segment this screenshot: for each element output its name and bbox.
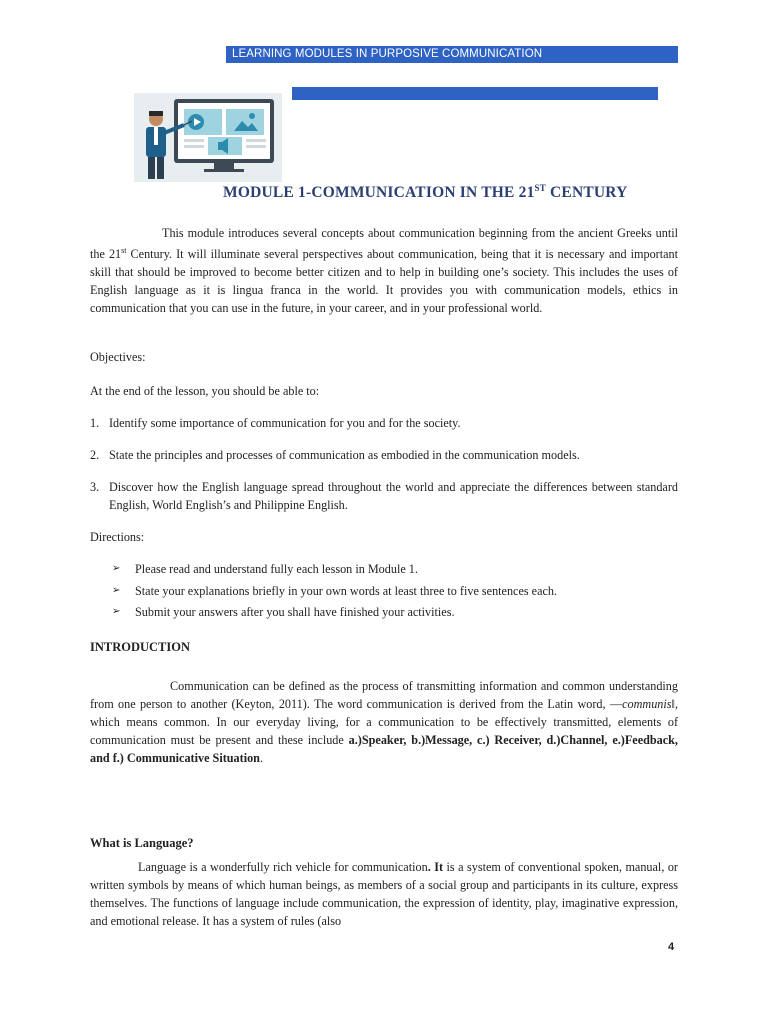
arrow-bullet-icon: ➢ bbox=[112, 563, 121, 574]
objective-item: 3. Discover how the English language spread throughout the world and appreciate the differences between standard English, World English’s and Philippine English. bbox=[90, 480, 678, 512]
arrow-bullet-icon: ➢ bbox=[112, 585, 121, 596]
presenter-illustration bbox=[134, 93, 282, 182]
intro-paragraph: This module introduces several concepts about communication beginning from the ancient Greeks until the 21st Century. It will illuminate several perspectives about communication, being that it is necessary and important skill that should be improved to become better citizen and to help in building one’s society. This includes the uses of English language as it is lingua franca in the world. It provides you with communication models, ethics in communication that you can use in the future, in your career, and in your professional world. bbox=[90, 226, 678, 316]
decorative-bar bbox=[292, 87, 658, 100]
direction-item: ➢ Submit your answers after you shall have finished your activities. bbox=[112, 605, 455, 619]
arrow-bullet-icon: ➢ bbox=[112, 606, 121, 617]
direction-item: ➢ Please read and understand fully each lesson in Module 1. bbox=[112, 562, 418, 576]
objective-item: 2. State the principles and processes of communication as embodied in the communication models. bbox=[90, 448, 580, 462]
objectives-lead: At the end of the lesson, you should be able to: bbox=[90, 384, 320, 398]
introduction-heading: INTRODUCTION bbox=[90, 640, 191, 654]
header-title: LEARNING MODULES IN PURPOSIVE COMMUNICATION bbox=[232, 48, 543, 60]
language-heading: What is Language? bbox=[90, 836, 194, 850]
direction-item: ➢ State your explanations briefly in your own words at least three to five sentences each. bbox=[112, 584, 558, 598]
module-title: MODULE 1-COMMUNICATION IN THE 21ST CENTURY bbox=[223, 183, 628, 202]
language-paragraph: Language is a wonderfully rich vehicle for communication. It is a system of conventional spoken, manual, or written symbols by means of which human beings, as members of a social group and participants in its culture, express themselves. The functions of language include communication, the expression of identity, play, imaginative expression, and emotional release. It has a system of rules (also bbox=[90, 860, 678, 928]
directions-label: Directions: bbox=[90, 530, 145, 544]
objectives-label: Objectives: bbox=[90, 350, 146, 364]
introduction-paragraph: Communication can be defined as the process of transmitting information and common understanding from one person to another (Keyton, 2011). The word communication is derived from the Latin word, —communis‖, which means common. In our everyday living, for a communication to be effectively transmitted, elements of communication must be present and these include a.)Speaker, b.)Message, c.) Receiver, d.)Channel, e.)Feedback, and f.) Communicative Situation. bbox=[90, 679, 678, 765]
objective-item: 1. Identify some importance of communication for you and for the society. bbox=[90, 416, 461, 430]
header-bar bbox=[226, 46, 678, 63]
page-number: 4 bbox=[668, 941, 675, 953]
